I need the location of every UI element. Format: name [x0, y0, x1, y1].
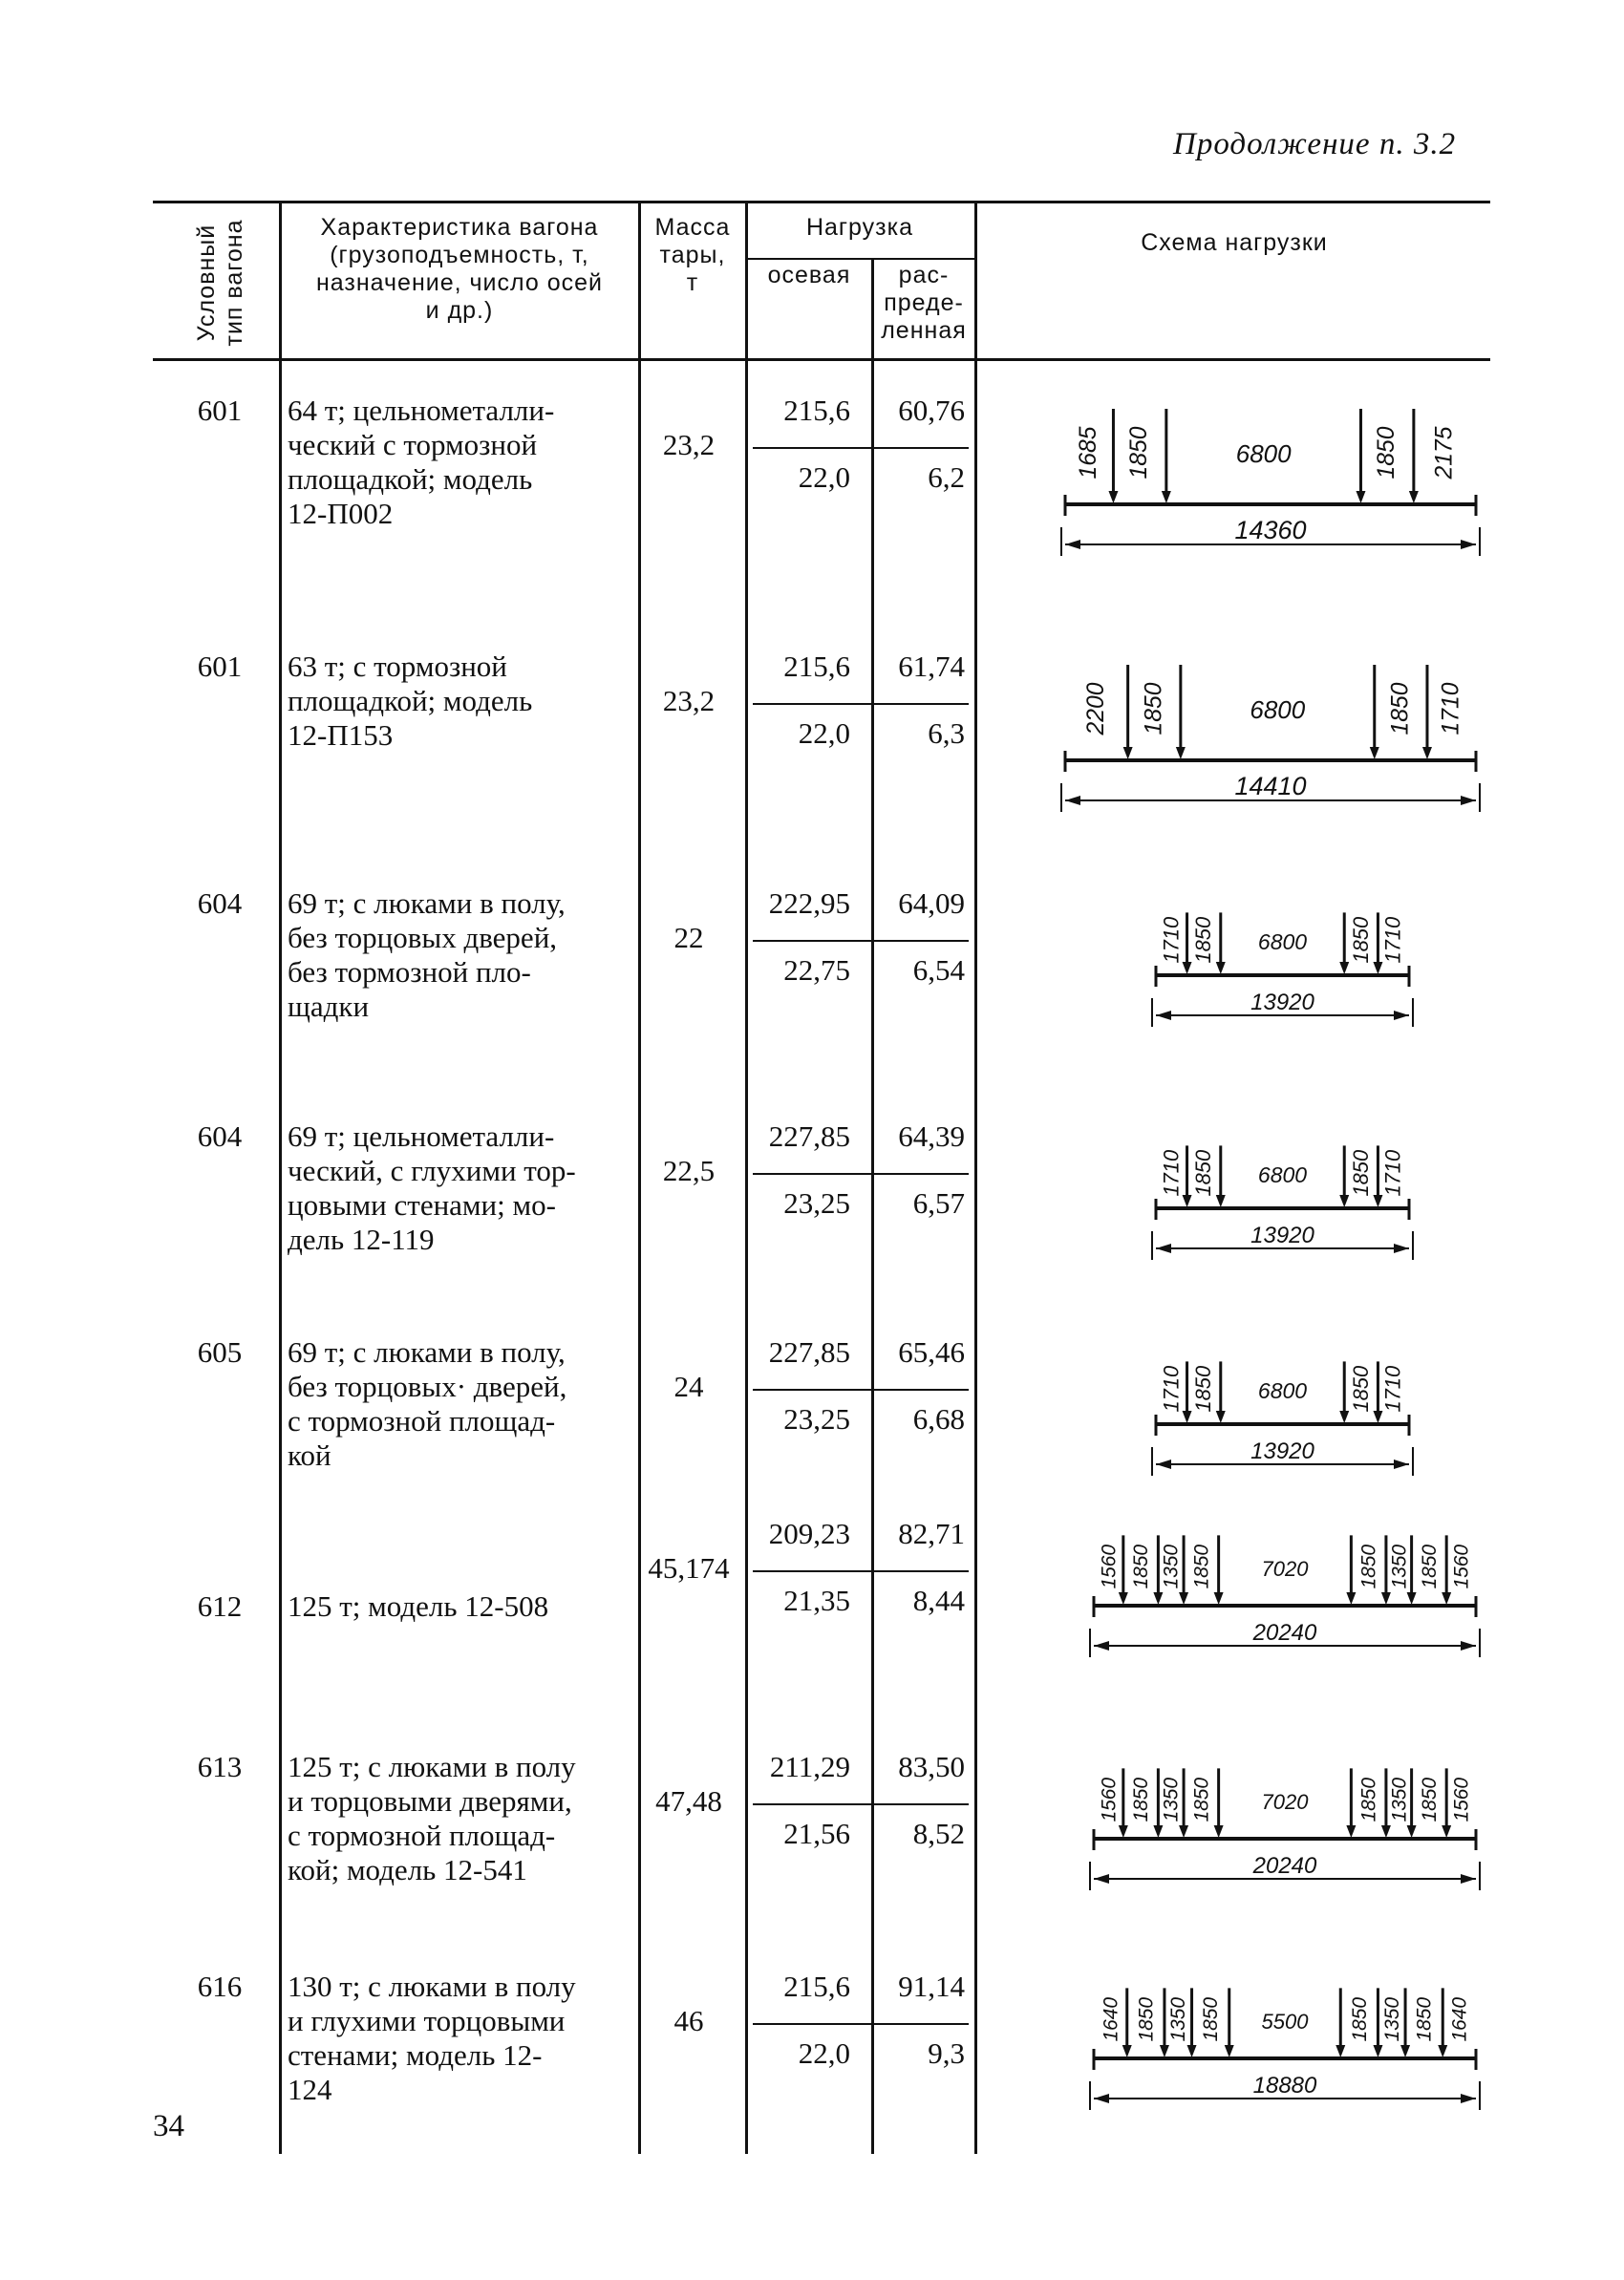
tare-mass: 23,2 — [662, 428, 716, 461]
axle-load-arrowhead — [1339, 1195, 1349, 1207]
span-dimension: 1850 — [1374, 426, 1400, 479]
header-type: Условный тип вагона — [193, 219, 247, 347]
continuation-note: Продолжение п. 3.2 — [1173, 127, 1457, 161]
characteristics-line: 125 т; модель 12-508 — [288, 1589, 549, 1623]
header-axial: осевая — [767, 262, 851, 288]
tare-mass: 46 — [673, 2004, 704, 2037]
span-dimension: 6800 — [1235, 439, 1292, 468]
distributed-load-top: 61,74 — [898, 650, 965, 683]
characteristics-line: и торцовыми дверями, — [288, 1784, 572, 1818]
span-dimension: 6800 — [1257, 929, 1308, 955]
span-dimension: 1850 — [1348, 1996, 1371, 2042]
span-dimension: 1850 — [1357, 1777, 1380, 1822]
span-dimension: 1850 — [1418, 1777, 1441, 1822]
load-scheme — [1046, 648, 1495, 829]
axle-load-arrowhead — [1346, 1825, 1356, 1838]
span-dimension: 1850 — [1348, 916, 1373, 964]
characteristics-line: 63 т; с тормозной — [288, 650, 507, 683]
characteristics-line: 69 т; с люками в полу, — [288, 1335, 566, 1369]
table-top-border — [153, 201, 1490, 203]
wagon-type: 616 — [197, 1970, 243, 2003]
load-scheme — [1137, 1333, 1428, 1515]
span-dimension: 1850 — [1141, 682, 1167, 735]
axle-load-arrowhead — [1438, 2045, 1447, 2057]
total-length: 14410 — [1234, 772, 1307, 800]
distributed-load-bottom: 6,68 — [912, 1402, 965, 1436]
distributed-load-bottom: 6,54 — [912, 953, 965, 987]
axle-load-arrowhead — [1336, 2045, 1345, 2057]
dim-arrow-left — [1065, 796, 1080, 805]
tare-mass: 22,5 — [662, 1154, 716, 1187]
axial-load-bottom: 21,56 — [783, 1817, 850, 1850]
dim-arrow-left — [1065, 540, 1080, 549]
load-scheme — [1137, 1118, 1428, 1299]
load-divider — [753, 1389, 969, 1391]
distributed-load-bottom: 8,44 — [912, 1584, 965, 1617]
span-dimension: 1850 — [1191, 1365, 1216, 1413]
characteristics-line: и глухими торцовыми — [288, 2004, 566, 2037]
axle-load-arrowhead — [1153, 1592, 1163, 1605]
dim-arrow-right — [1394, 1011, 1409, 1020]
span-dimension: 1850 — [1135, 1996, 1158, 2042]
span-dimension: 1850 — [1190, 1777, 1213, 1822]
header-load: Нагрузка — [805, 214, 914, 241]
span-dimension: 1710 — [1159, 1365, 1184, 1413]
distributed-load-top: 65,46 — [898, 1335, 965, 1369]
span-dimension: 1710 — [1438, 682, 1464, 735]
span-dimension: 1640 — [1100, 1996, 1122, 2042]
distributed-load-bottom: 8,52 — [912, 1817, 965, 1850]
span-dimension: 6800 — [1257, 1378, 1308, 1404]
header-bottom-border — [153, 358, 1490, 361]
characteristics-line: кой; модель 12-541 — [288, 1853, 527, 1886]
axle-load-arrowhead — [1442, 1592, 1451, 1605]
span-dimension: 1710 — [1380, 916, 1405, 964]
distributed-load-bottom: 9,3 — [928, 2036, 965, 2070]
axle-load-arrowhead — [1216, 1411, 1226, 1423]
axle-load-arrowhead — [1373, 2045, 1382, 2057]
span-dimension: 1350 — [1380, 1996, 1403, 2042]
span-dimension: 7020 — [1261, 1557, 1309, 1582]
header-characteristics: Характеристика вагона (грузоподъемность, т, назначение, число осей и др.) — [315, 214, 604, 324]
characteristics-line: 12-П002 — [288, 497, 394, 530]
span-dimension: 1850 — [1191, 1149, 1216, 1197]
characteristics-line: с тормозной площад- — [288, 1819, 556, 1852]
span-dimension: 1560 — [1450, 1544, 1473, 1589]
wagon-type: 605 — [197, 1335, 243, 1369]
distributed-load-top: 60,76 — [898, 394, 965, 427]
dim-arrow-left — [1156, 1244, 1171, 1253]
span-dimension: 1710 — [1380, 1365, 1405, 1413]
dim-arrow-left — [1094, 2094, 1109, 2103]
wagon-characteristics — [288, 1970, 633, 2107]
axle-load-arrowhead — [1346, 1592, 1356, 1605]
axial-load-bottom: 23,25 — [783, 1402, 850, 1436]
characteristics-line: 130 т; с люками в полу — [288, 1970, 576, 2003]
page-number: 34 — [153, 2109, 184, 2143]
characteristics-line: без тормозной пло- — [288, 955, 531, 989]
axle-load-arrowhead — [1119, 1825, 1128, 1838]
axle-load-arrowhead — [1216, 1195, 1226, 1207]
span-dimension: 1710 — [1159, 1149, 1184, 1197]
total-length: 18880 — [1252, 2073, 1317, 2099]
distributed-load-top: 64,09 — [898, 886, 965, 920]
dim-arrow-right — [1461, 2094, 1476, 2103]
distributed-load-top: 91,14 — [898, 1970, 965, 2003]
axle-load-arrowhead — [1214, 1825, 1224, 1838]
axle-load-arrowhead — [1123, 747, 1133, 759]
characteristics-line: с тормозной площад- — [288, 1404, 556, 1438]
axle-load-arrowhead — [1153, 1825, 1163, 1838]
axle-load-arrowhead — [1214, 1592, 1224, 1605]
span-dimension: 1850 — [1130, 1777, 1153, 1822]
axle-load-arrowhead — [1407, 1825, 1417, 1838]
axle-load-arrowhead — [1370, 747, 1379, 759]
span-dimension: 1640 — [1448, 1996, 1471, 2042]
axle-load-arrowhead — [1119, 1592, 1128, 1605]
span-dimension: 2175 — [1431, 426, 1458, 479]
characteristics-line: кой — [288, 1438, 331, 1472]
axle-load-arrowhead — [1339, 1411, 1349, 1423]
characteristics-line: 125 т; с люками в полу — [288, 1750, 576, 1783]
load-divider — [753, 1173, 969, 1175]
span-dimension: 1350 — [1388, 1544, 1411, 1589]
load-scheme — [1075, 1968, 1495, 2149]
load-divider — [753, 2023, 969, 2025]
axial-load-bottom: 22,0 — [798, 460, 850, 494]
span-dimension: 1350 — [1160, 1777, 1183, 1822]
header-scheme: Схема нагрузки — [1141, 229, 1328, 256]
tare-mass: 47,48 — [655, 1784, 722, 1818]
dim-arrow-right — [1461, 1641, 1476, 1651]
span-dimension: 1850 — [1126, 426, 1153, 479]
axle-load-arrowhead — [1339, 962, 1349, 974]
axle-load-arrowhead — [1162, 491, 1171, 503]
axial-load-bottom: 21,35 — [783, 1584, 850, 1617]
wagon-characteristics — [288, 1589, 633, 1624]
span-dimension: 1710 — [1380, 1149, 1405, 1197]
axle-load-arrowhead — [1442, 1825, 1451, 1838]
characteristics-line: стенами; модель 12- — [288, 2038, 543, 2072]
dim-arrow-left — [1094, 1874, 1109, 1884]
span-dimension: 5500 — [1261, 2010, 1309, 2035]
tare-mass: 22 — [673, 921, 704, 954]
axle-load-arrowhead — [1179, 1592, 1188, 1605]
span-dimension: 2200 — [1082, 682, 1109, 735]
span-dimension: 1350 — [1388, 1777, 1411, 1822]
load-divider — [753, 447, 969, 449]
axial-load-bottom: 22,0 — [798, 2036, 850, 2070]
total-length: 20240 — [1252, 1853, 1317, 1879]
load-divider — [753, 1570, 969, 1572]
span-dimension: 1850 — [1418, 1544, 1441, 1589]
span-dimension: 1850 — [1191, 916, 1216, 964]
wagon-type: 604 — [197, 886, 243, 920]
wagon-type: 601 — [197, 650, 243, 683]
axle-load-arrowhead — [1187, 2045, 1197, 2057]
wagon-characteristics — [288, 1119, 633, 1257]
characteristics-line: 124 — [288, 2073, 332, 2106]
axle-load-arrowhead — [1160, 2045, 1169, 2057]
distributed-load-bottom: 6,2 — [928, 460, 965, 494]
wagon-type: 613 — [197, 1750, 243, 1783]
characteristics-line: ческий с тормозной — [288, 428, 538, 461]
col-divider-1 — [279, 201, 282, 2154]
axial-load-top: 227,85 — [768, 1335, 850, 1369]
distributed-load-top: 82,71 — [898, 1517, 965, 1550]
wagon-characteristics — [288, 650, 633, 753]
axle-load-arrowhead — [1179, 1825, 1188, 1838]
span-dimension: 1850 — [1357, 1544, 1380, 1589]
span-dimension: 1710 — [1159, 916, 1184, 964]
dim-arrow-left — [1156, 1011, 1171, 1020]
wagon-characteristics — [288, 886, 633, 1024]
characteristics-line: дель 12-119 — [288, 1223, 435, 1256]
axle-load-arrowhead — [1356, 491, 1365, 503]
characteristics-line: щадки — [288, 990, 370, 1023]
tare-mass: 45,174 — [648, 1551, 730, 1585]
axle-load-arrowhead — [1409, 491, 1419, 503]
axle-load-arrowhead — [1381, 1592, 1391, 1605]
wagon-characteristics — [288, 394, 633, 531]
load-scheme — [1046, 392, 1495, 573]
total-length: 14360 — [1234, 516, 1307, 544]
wagon-type: 604 — [197, 1119, 243, 1153]
span-dimension: 1350 — [1160, 1544, 1183, 1589]
total-length: 13920 — [1250, 1438, 1314, 1464]
characteristics-line: 69 т; с люками в полу, — [288, 886, 566, 920]
header-mass: Масса тары, т — [654, 214, 731, 296]
load-scheme — [1075, 1748, 1495, 1929]
axial-load-top: 211,29 — [769, 1750, 850, 1783]
wagon-characteristics — [288, 1750, 633, 1887]
axle-load-arrowhead — [1225, 2045, 1234, 2057]
axle-load-arrowhead — [1407, 1592, 1417, 1605]
axial-load-bottom: 22,0 — [798, 716, 850, 750]
characteristics-line: площадкой; модель — [288, 462, 533, 496]
characteristics-line: без торцовых дверей, — [288, 921, 558, 954]
tare-mass: 24 — [673, 1370, 704, 1403]
axial-load-top: 227,85 — [768, 1119, 850, 1153]
dim-arrow-left — [1094, 1641, 1109, 1651]
axial-load-top: 215,6 — [783, 1970, 850, 2003]
axial-load-bottom: 23,25 — [783, 1186, 850, 1220]
span-dimension: 1850 — [1190, 1544, 1213, 1589]
characteristics-line: 69 т; цельнометалли- — [288, 1119, 555, 1153]
axial-load-top: 209,23 — [768, 1517, 850, 1550]
load-divider — [753, 940, 969, 942]
dim-arrow-right — [1394, 1460, 1409, 1469]
span-dimension: 1350 — [1167, 1996, 1190, 2042]
load-scheme — [1075, 1515, 1495, 1696]
axial-load-top: 222,95 — [768, 886, 850, 920]
span-dimension: 1560 — [1098, 1777, 1121, 1822]
span-dimension: 1850 — [1387, 682, 1414, 735]
span-dimension: 6800 — [1257, 1162, 1308, 1188]
distributed-load-top: 83,50 — [898, 1750, 965, 1783]
dim-arrow-right — [1461, 540, 1476, 549]
axle-load-arrowhead — [1422, 747, 1432, 759]
load-scheme — [1137, 884, 1428, 1066]
characteristics-line: без торцовых· дверей, — [288, 1370, 567, 1403]
characteristics-line: площадкой; модель — [288, 684, 533, 717]
total-length: 13920 — [1250, 990, 1314, 1015]
dim-arrow-right — [1461, 796, 1476, 805]
axle-load-arrowhead — [1400, 2045, 1410, 2057]
axle-load-arrowhead — [1183, 1411, 1192, 1423]
header-distributed: рас- преде- ленная — [881, 262, 967, 344]
characteristics-line: цовыми стенами; мо- — [288, 1188, 556, 1222]
total-length: 20240 — [1252, 1620, 1317, 1646]
axle-load-arrowhead — [1183, 1195, 1192, 1207]
characteristics-line: ческий, с глухими тор- — [288, 1154, 576, 1187]
col-divider-5 — [974, 201, 977, 2154]
distributed-load-top: 64,39 — [898, 1119, 965, 1153]
axial-load-top: 215,6 — [783, 394, 850, 427]
axle-load-arrowhead — [1176, 747, 1186, 759]
dim-arrow-right — [1394, 1244, 1409, 1253]
wagon-characteristics — [288, 1335, 633, 1473]
distributed-load-bottom: 6,57 — [912, 1186, 965, 1220]
axle-load-arrowhead — [1122, 2045, 1132, 2057]
wagon-type: 601 — [197, 394, 243, 427]
characteristics-line: 64 т; цельнометалли- — [288, 394, 555, 427]
axial-load-top: 215,6 — [783, 650, 850, 683]
load-divider — [753, 703, 969, 705]
axle-load-arrowhead — [1108, 491, 1118, 503]
dim-arrow-left — [1156, 1460, 1171, 1469]
distributed-load-bottom: 6,3 — [928, 716, 965, 750]
wagon-type: 612 — [197, 1589, 243, 1623]
characteristics-line: 12-П153 — [288, 718, 394, 752]
load-divider — [753, 1803, 969, 1805]
span-dimension: 1685 — [1076, 426, 1102, 479]
tare-mass: 23,2 — [662, 684, 716, 717]
axial-load-bottom: 22,75 — [783, 953, 850, 987]
total-length: 13920 — [1250, 1223, 1314, 1248]
span-dimension: 1850 — [1348, 1365, 1373, 1413]
axle-load-arrowhead — [1216, 962, 1226, 974]
span-dimension: 1560 — [1450, 1777, 1473, 1822]
span-dimension: 1560 — [1098, 1544, 1121, 1589]
load-subheader-divider — [745, 258, 974, 260]
span-dimension: 7020 — [1261, 1790, 1309, 1815]
dim-arrow-right — [1461, 1874, 1476, 1884]
axle-load-arrowhead — [1183, 962, 1192, 974]
axle-load-arrowhead — [1381, 1825, 1391, 1838]
span-dimension: 1850 — [1413, 1996, 1436, 2042]
span-dimension: 1850 — [1200, 1996, 1223, 2042]
span-dimension: 6800 — [1250, 695, 1306, 724]
span-dimension: 1850 — [1130, 1544, 1153, 1589]
span-dimension: 1850 — [1348, 1149, 1373, 1197]
